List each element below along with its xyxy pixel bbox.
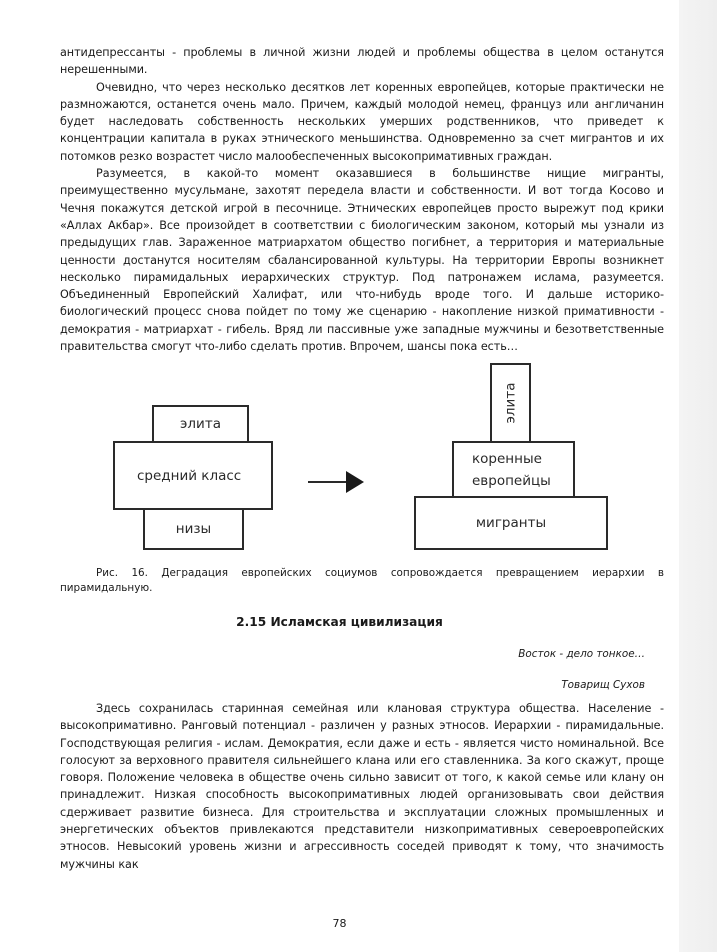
arrow-line xyxy=(308,481,352,483)
epigraph-author: Товарищ Сухов xyxy=(561,679,645,691)
box-label: элита xyxy=(180,416,221,432)
box-after-native-europeans xyxy=(452,441,575,498)
box-label: мигранты xyxy=(475,515,547,531)
viewer-margin xyxy=(679,0,717,952)
caption-line: Рис. 16. Деградация европейских социумов сопровождается превращением иерархии в xyxy=(96,567,664,579)
box-after-migrants xyxy=(414,496,608,550)
paragraph: антидепрессанты - проблемы в личной жизни людей и проблемы общества в целом останутся нерешенными. xyxy=(60,46,664,77)
box-label: коренные европейцы xyxy=(472,450,551,489)
section-title: 2.15 Исламская цивилизация xyxy=(236,615,443,629)
text-block-bottom xyxy=(60,700,664,873)
caption-line: пирамидальную. xyxy=(60,581,153,594)
text-block-top xyxy=(60,44,664,355)
box-label: элита xyxy=(502,382,519,424)
box-before-lower xyxy=(143,508,244,550)
paragraph: Очевидно, что через несколько десятков лет коренных европейцев, которые практически не размножаются, останется очень мало. Причем, каждый молодой немец, француз или англичанин будет наследовать собственность нескольких умерших родственников, что приведет к концентрации капитала в руках этнического меньшинства. Одновременно за счет мигрантов и их потомков резко возрастет число малообеспеченных высокопримативных граждан. xyxy=(60,80,664,163)
page-number: 78 xyxy=(332,917,347,930)
figure-caption xyxy=(60,566,664,595)
epigraph-quote: Восток - дело тонкое… xyxy=(518,648,645,660)
box-before-middle-class xyxy=(113,441,273,510)
paragraph: Разумеется, в какой-то момент оказавшиеся в большинстве нищие мигранты, преимущественно мусульмане, захотят передела власти и собственности. И вот тогда Косово и Чечня покажутся детской игрой в песочнице. Этнических европейцев просто вырежут под крики «Аллах Акбар». Все произойдет в соответствии с биологическим законом, который мы узнали из предыдущих глав. Зараженное матриархатом общество погибнет, а территория и материальные ценности достанутся носителям сбалансированной культуры. На территории Европы возникнет несколько пирамидальных иерархических структур. Под патронажем ислама, разумеется. Объединенный Европейский Халифат, или что-нибудь вроде того. И дальше историко-биологический процесс снова пойдет по тому же сценарию - накопление низкой примативности - демократия - матриархат - гибель. Вряд ли пассивные уже западные мужчины и безответственные правительства смогут что-либо сделать против. Впрочем, шансы пока есть… xyxy=(60,167,664,354)
paragraph: Здесь сохранилась старинная семейная или клановая структура общества. Население - высокопримативно. Ранговый потенциал - различен у разных этносов. Иерархии - пирамидальные. Господствующая религия - ислам. Демократия, если даже и есть - является чисто номинальной. Все голосуют за верховного правителя сильнейшего клана или его ставленника. За кого скажут, проще говоря. Положение человека в обществе очень сильно зависит от того, к какой семье или клану он принадлежит. Низкая способность высокопримативных людей организовывать свои действия сдерживает развитие бизнеса. Для строительства и эксплуатации сложных промышленных и энергетических объектов привлекаются представители низкопримативных североевропейских этносов. Невысокий уровень жизни и агрессивность соседей приводят к тому, что значимость мужчины как xyxy=(60,702,664,871)
arrow-right-icon xyxy=(346,471,364,493)
box-label: средний класс xyxy=(137,467,242,484)
box-label: низы xyxy=(175,521,212,537)
box-after-elite xyxy=(490,363,531,443)
box-before-elite xyxy=(152,405,249,443)
